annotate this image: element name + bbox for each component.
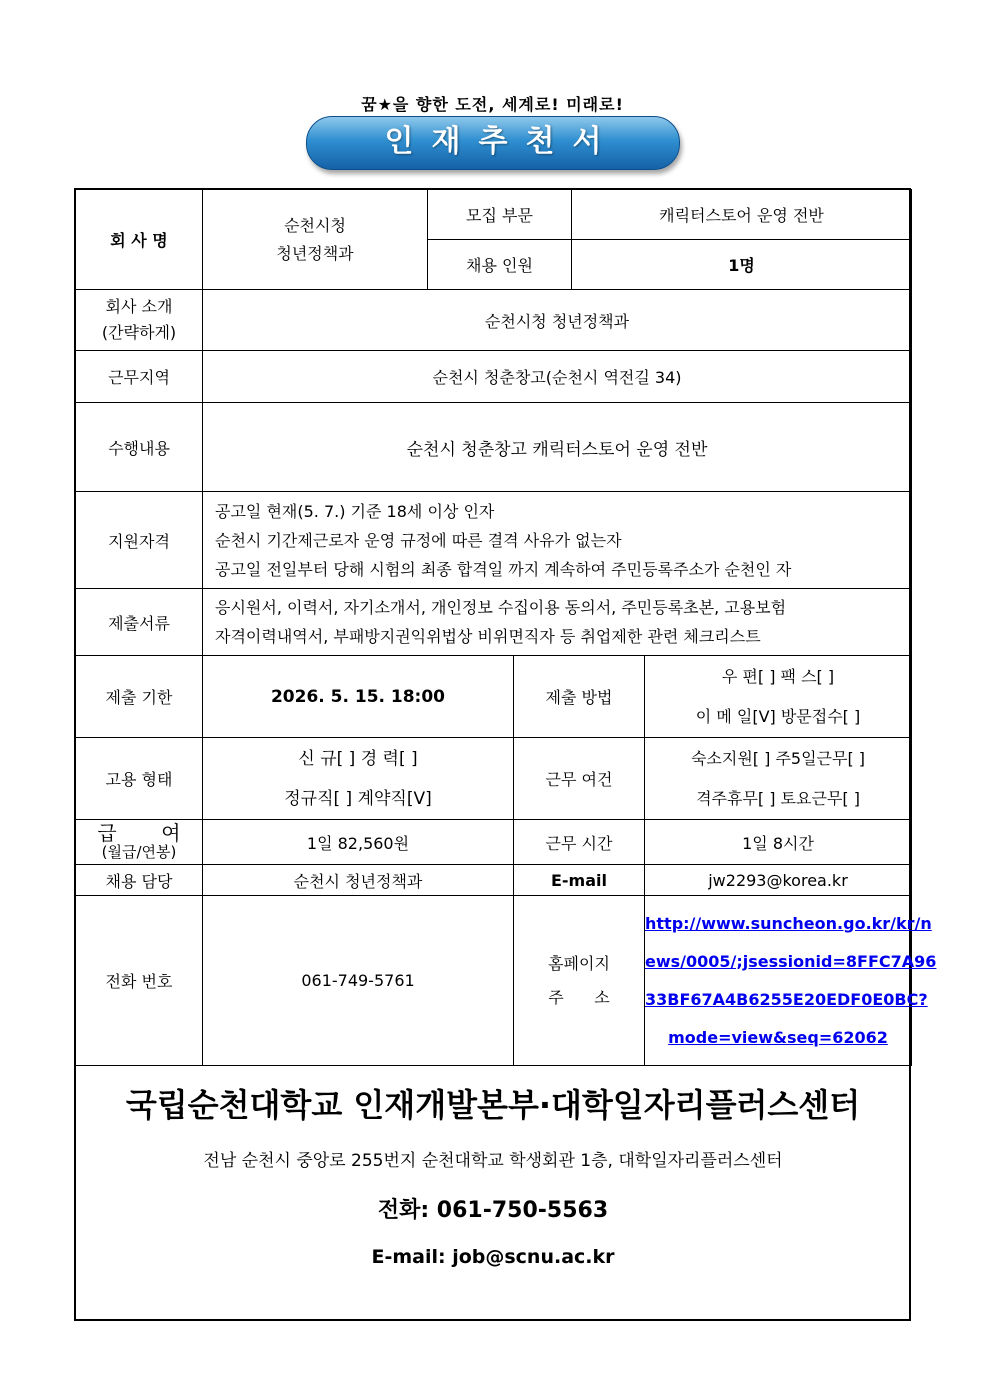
deadline-value: 2026. 5. 15. 18:00 <box>203 656 514 738</box>
qualification-line: 순천시 기간제근로자 운영 규정에 따른 결격 사유가 없는자 <box>215 530 622 550</box>
footer-phone: 전화: 061-750-5563 <box>377 1198 609 1223</box>
slogan: 꿈★을 향한 도전, 세계로! 미래로! <box>361 95 624 114</box>
documents-line: 응시원서, 이력서, 자기소개서, 개인정보 수집이용 동의서, 주민등록초본, 고용보험 <box>215 598 787 617</box>
recruit-dept-label: 모집 부문 <box>428 190 572 240</box>
deadline-label: 제출 기한 <box>76 656 203 738</box>
recommendation-table <box>75 189 937 1066</box>
footer <box>75 1068 911 1268</box>
headcount-label: 채용 인원 <box>428 240 572 290</box>
employment-type-value <box>203 738 514 820</box>
footer-email[interactable]: E-mail: job@scnu.ac.kr <box>371 1246 615 1268</box>
qualification-line: 공고일 전일부터 당해 시험의 최종 합격일 까지 계속하여 주민등록주소가 순천인 자 <box>215 559 792 579</box>
location-label: 근무지역 <box>76 351 203 403</box>
documents-line: 자격이력내역서, 부패방지권익위법상 비위면직자 등 취업제한 관련 체크리스트 <box>215 627 761 646</box>
salary-label-line2: (월급/연봉) <box>101 843 177 861</box>
employment-line: 정규직[ ] 계약직[V] <box>284 788 432 809</box>
phone-value: 061-749-5761 <box>203 896 514 1066</box>
intro-label <box>76 290 203 351</box>
homepage-link[interactable]: ews/0005/;jsessionid=8FFC7A96 <box>645 951 937 971</box>
email-value[interactable]: jw2293@korea.kr <box>645 865 912 896</box>
company-dept-line: 청년정책과 <box>276 243 354 263</box>
contact-person-value: 순천시 청년정책과 <box>203 865 514 896</box>
intro-label-line1: 회사 소개 <box>105 297 173 316</box>
employment-type-label: 고용 형태 <box>76 738 203 820</box>
headcount-value: 1명 <box>572 240 912 290</box>
company-label: 회 사 명 <box>76 190 203 290</box>
homepage-label-line1: 홈페이지 <box>548 953 610 973</box>
homepage-link[interactable]: http://www.suncheon.go.kr/kr/n <box>645 913 932 933</box>
conditions-line: 격주휴무[ ] 토요근무[ ] <box>696 788 860 808</box>
conditions-line: 숙소지원[ ] 주5일근무[ ] <box>690 748 866 768</box>
homepage-link[interactable]: 33BF67A4B6255E20EDF0E0BC? <box>645 989 928 1009</box>
homepage-url[interactable] <box>645 896 937 1066</box>
contact-person-label: 채용 담당 <box>76 865 203 896</box>
method-label: 제출 방법 <box>514 656 645 738</box>
salary-value: 1일 82,560원 <box>203 820 514 865</box>
qualification-label: 지원자격 <box>76 492 203 589</box>
recruit-dept-value: 캐릭터스토어 운영 전반 <box>572 190 912 240</box>
employment-line: 신 규[ ] 경 력[ ] <box>298 748 418 769</box>
homepage-link[interactable]: mode=view&seq=62062 <box>668 1027 888 1047</box>
intro-value: 순천시청 청년정책과 <box>203 290 912 351</box>
location-value: 순천시 청춘창고(순천시 역전길 34) <box>203 351 912 403</box>
footer-address: 전남 순천시 중앙로 255번지 순천대학교 학생회관 1층, 대학일자리플러스센터 <box>203 1151 783 1171</box>
salary-label <box>76 820 203 865</box>
footer-org: 국립순천대학교 인재개발본부·대학일자리플러스센터 <box>125 1086 861 1124</box>
documents-label: 제출서류 <box>76 589 203 656</box>
title-banner <box>306 116 680 170</box>
method-value <box>645 656 912 738</box>
conditions-value <box>645 738 912 820</box>
method-line: 이 메 일[V] 방문접수[ ] <box>695 706 861 726</box>
method-line: 우 편[ ] 팩 스[ ] <box>721 666 835 686</box>
homepage-label <box>514 896 645 1066</box>
email-label: E-mail <box>514 865 645 896</box>
documents-value <box>203 589 912 656</box>
salary-label-line1: 급 여 <box>97 821 181 845</box>
duties-value: 순천시 청춘창고 캐릭터스토어 운영 전반 <box>203 403 912 492</box>
company-name-line: 순천시청 <box>284 215 346 235</box>
phone-label: 전화 번호 <box>76 896 203 1066</box>
homepage-label-line2: 주 소 <box>548 987 610 1007</box>
company-value <box>203 190 428 290</box>
conditions-label: 근무 여건 <box>514 738 645 820</box>
intro-label-line2: (간략하게) <box>101 323 177 342</box>
duties-label: 수행내용 <box>76 403 203 492</box>
work-hours-value: 1일 8시간 <box>645 820 912 865</box>
qualification-line: 공고일 현재(5. 7.) 기준 18세 이상 인자 <box>215 501 495 521</box>
document-title: 인재추천서 <box>384 124 620 159</box>
work-hours-label: 근무 시간 <box>514 820 645 865</box>
qualification-value <box>203 492 912 589</box>
